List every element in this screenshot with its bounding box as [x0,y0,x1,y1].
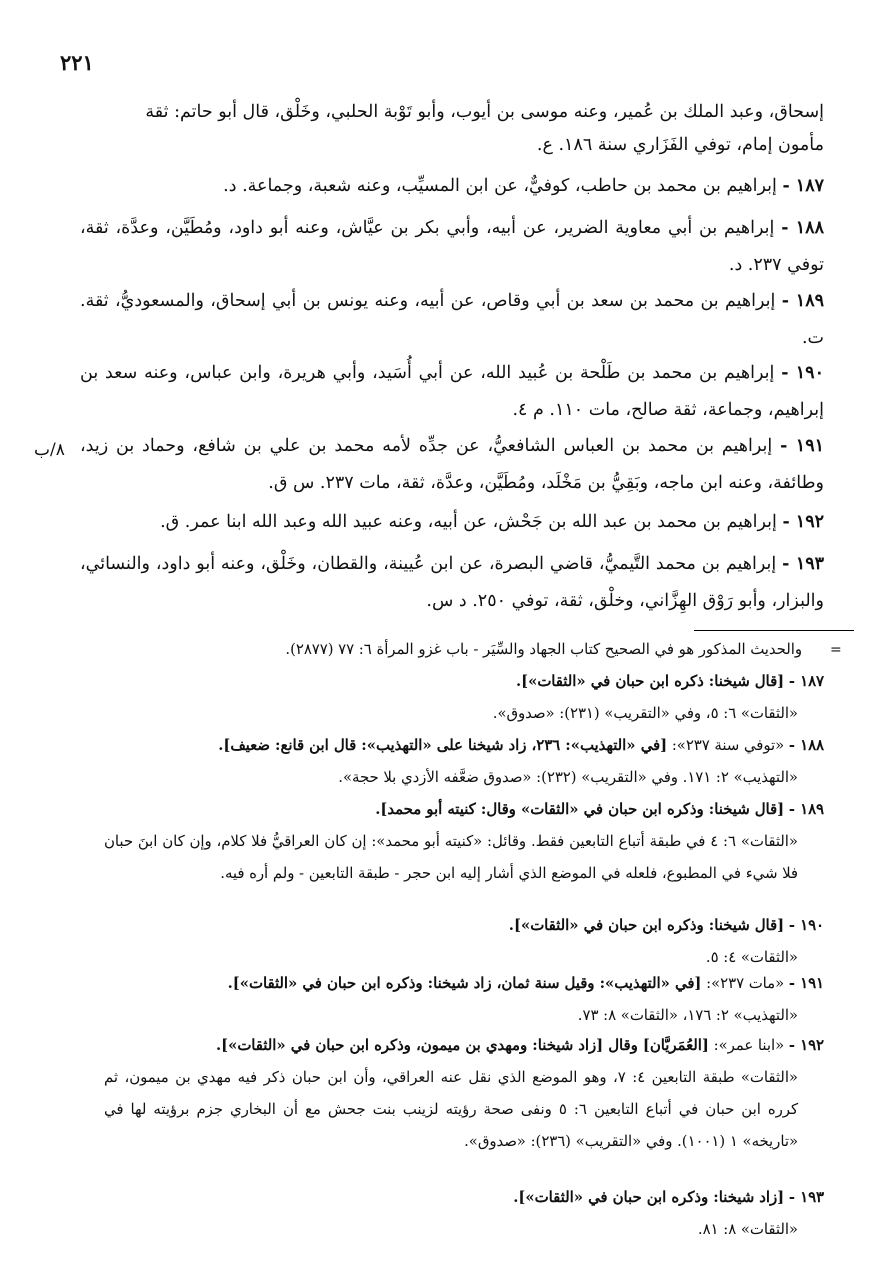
entry-191 [80,428,824,502]
footnote-190 [104,910,824,974]
footnote-189 [104,794,824,890]
entry-187 [80,168,824,205]
footnote-number: ١٨٨ - [788,737,824,754]
footnote-sub: «التهذيب» ٢: ١٧١. وفي «التقريب» (٢٣٢): «صدوق ضعَّفه الأزدي بلا حجة». [338,769,798,786]
entry-192 [80,504,824,541]
entry-number: ١٨٧ - [782,176,824,196]
footnote-193 [104,1182,824,1246]
footnote-sub: «الثقات» ٨: ٨١. [697,1221,798,1238]
entry-text: إبراهيم بن محمد التَّيميُّ، قاضي البصرة، عن ابن عُيينة، والقطان، وخَلْق، وعنه أبو داود، والنسائي، والبزار، وأبو رَوْق الهِزَّاني، وخلْق، ثقة، توفي ٢٥٠. د س. [80,554,824,611]
continuation-mark: = [830,642,842,658]
footnote-sub: «الثقات» طبقة التابعين ٤: ٧، وهو الموضع الذي نقل عنه العراقي، وأن ابن حبان ذكر فيه مهدي بن ميمون، ثم كرره ابن حبان في أتباع التابعين ٦: ٥ ونفى صحة رؤيته لزينب بنت جحش مع أن البخاري جزم برؤيته لها في «تاريخه» ١ (١٠٠١). وفي «التقريب» (٢٣٦): «صدوق». [104,1069,798,1150]
footnote-continuation: والحديث المذكور هو في الصحيح كتاب الجهاد والسِّيَر - باب غزو المرأة ٦: ٧٧ (٢٨٧٧). [285,641,802,658]
entry-number: ١٨٩ - [781,291,824,311]
footnote-head: [في «التهذيب»: ٢٣٦، زاد شيخنا على «التهذيب»: قال ابن قانع: ضعيف]. [218,737,668,754]
footnote-separator [694,630,854,631]
footnote-pre: «ابنا عمر»: [708,1037,785,1054]
footnote-head: [في «التهذيب»: وقيل سنة ثمان، زاد شيخنا: وذكره ابن حبان في «الثقات»]. [227,975,702,992]
entry-text: إبراهيم بن أبي معاوية الضرير، عن أبيه، وأبي بكر بن عيَّاش، وعنه أبو داود، ومُطَيَّن، وعدَّة، ثقة، توفي ٢٣٧. د. [80,218,824,275]
entry-190 [80,355,824,429]
footnote-number: ١٩٣ - [788,1189,824,1206]
footnote-number: ١٩٢ - [788,1037,824,1054]
intro-line-2: مأمون إمام، توفي الفَزَاري سنة ١٨٦. ع. [536,135,824,155]
footnote-head: [قال شيخنا: ذكره ابن حبان في «الثقات»]. [515,673,785,690]
footnote-sub: «الثقات» ٤: ٥. [705,949,798,966]
entry-text: إبراهيم بن محمد بن طَلْحة بن عُبيد الله، عن أبي أُسَيد، وأبي هريرة، وابن عباس، وعنه سعد بن إبراهيم، وجماعة، ثقة صالح، مات ١١٠. م ٤. [80,363,824,420]
intro-line-1: إسحاق، وعبد الملك بن عُمير، وعنه موسى بن أيوب، وأبو تَوْبة الحلبي، وخَلْق، قال أبو حاتم: ثقة [145,102,824,122]
entry-text: إبراهيم بن محمد بن العباس الشافعيُّ، عن جدِّه لأمه محمد بن علي بن شافع، وحماد بن زيد، وطائفة، وعنه ابن ماجه، وبَقِيُّ بن مَخْلَد، ومُطَيَّن، وعدَّة، ثقة، مات ٢٣٧. س ق. [80,436,824,493]
footnote-head: [قال شيخنا: وذكره ابن حبان في «الثقات» وقال: كنيته أبو محمد]. [375,801,785,818]
entry-number: ١٩٢ - [782,512,824,532]
footnote-head: [قال شيخنا: وذكره ابن حبان في «الثقات»]. [508,917,785,934]
footnote-number: ١٨٩ - [788,801,824,818]
footnote-number: ١٩٠ - [788,917,824,934]
entry-193 [80,546,824,620]
footnote-sub: «الثقات» ٦: ٤ في طبقة أتباع التابعين فقط. وقائل: «كنيته أبو محمد»: إن كان العراقيُّ فلا كلام، وإن كان ابنَ حبان فلا شيء في المطبوع، فلعله في الموضع الذي أشار إليه ابن حجر - طبقة التابعين - ولم أره فيه. [104,833,798,882]
margin-note: ٨/ب [34,440,65,460]
footnote-sub: «التهذيب» ٢: ١٧٦، «الثقات» ٨: ٧٣. [577,1007,798,1024]
footnote-number: ١٩١ - [788,975,824,992]
footnote-number: ١٨٧ - [788,673,824,690]
footnote-pre: «توفي سنة ٢٣٧»: [667,737,785,754]
page-number: ٢٢١ [60,50,94,75]
footnote-head: [العُمَريَّان] وقال [زاد شيخنا: ومهدي بن ميمون، وذكره ابن حبان في «الثقات»]. [215,1037,709,1054]
footnote-192 [104,1030,824,1158]
entry-number: ١٨٨ - [781,218,824,238]
footnote-191 [104,968,824,1032]
entry-189 [80,283,824,357]
entry-text: إبراهيم بن محمد بن عبد الله بن جَحْش، عن أبيه، وعنه عبيد الله وعبد الله ابنا عمر. ق. [160,512,777,532]
footnote-head: [زاد شيخنا: وذكره ابن حبان في «الثقات»]. [513,1189,785,1206]
entry-text: إبراهيم بن محمد بن سعد بن أبي وقاص، عن أبيه، وعنه يونس بن أبي إسحاق، والمسعوديُّ، ثقة. ت. [80,291,824,348]
entry-number: ١٩٠ - [781,363,824,383]
footnote-sub: «الثقات» ٦: ٥، وفي «التقريب» (٢٣١): «صدوق». [492,705,798,722]
footnote-pre: «مات ٢٣٧»: [701,975,785,992]
footnote-188 [104,730,824,794]
entry-text: إبراهيم بن محمد بن حاطب، كوفيٌّ، عن ابن المسيِّب، وعنه شعبة، وجماعة. د. [223,176,777,196]
entry-number: ١٩٣ - [782,554,825,574]
entry-188 [80,210,824,284]
footnote-187 [104,666,824,730]
entry-number: ١٩١ - [780,436,824,456]
